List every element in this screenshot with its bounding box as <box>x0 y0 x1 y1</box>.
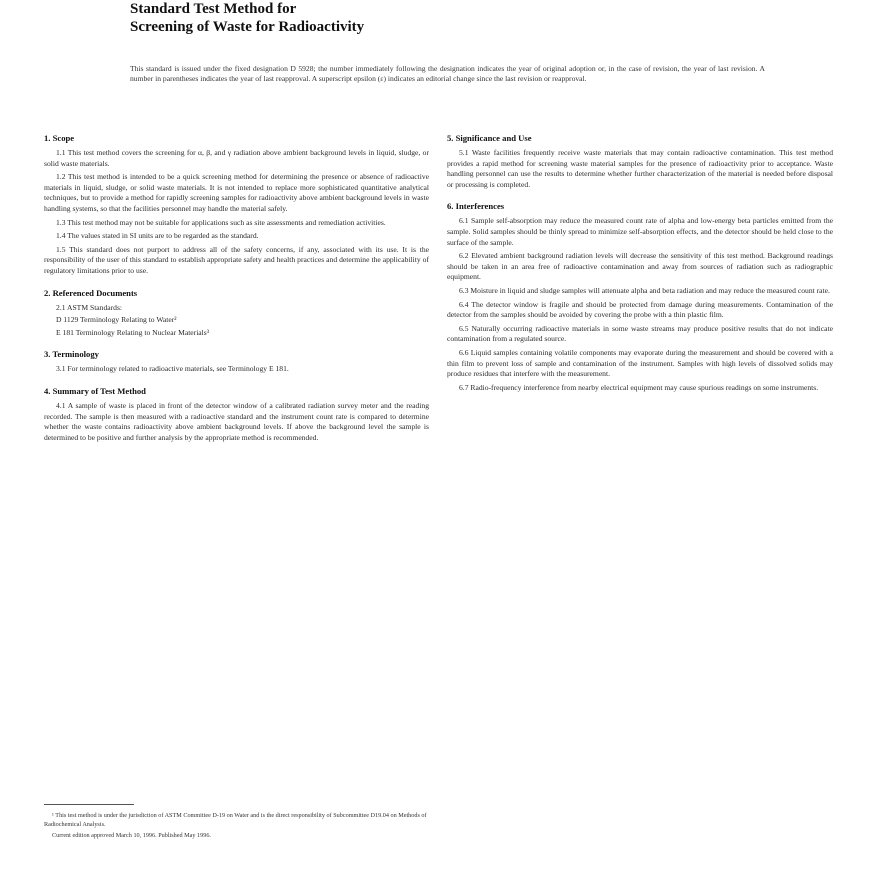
title-line-1: Standard Test Method for <box>130 1 297 17</box>
reference-item: E 181 Terminology Relating to Nuclear Materials³ <box>56 327 210 337</box>
section-heading: 3. Terminology <box>44 349 99 360</box>
section-significance <box>447 132 833 190</box>
paragraph: 3.1 For terminology related to radioactive materials, see Terminology E 181. <box>56 364 289 374</box>
designation-note: This standard is issued under the fixed designation D 5928; the number immediately following the designation indicates the year of original adoption or, in the case of revision, the year of last revision. A number in parentheses indicates the year of last reapproval. A superscript epsilon (ε) indicates an editorial change since the last revision or reapproval. <box>130 64 765 84</box>
reference-item: D 1129 Terminology Relating to Water² <box>56 315 177 325</box>
title-line-2: Screening of Waste for Radioactivity <box>130 19 365 35</box>
right-column <box>447 132 833 403</box>
section-summary <box>44 385 429 443</box>
paragraph: 6.6 Liquid samples containing volatile components may evaporate during the measurement and should be covered with a thin film to prevent loss of sample and contamination of the instrument. Samples with high levels of dissolved solids may produce residues that interfere with the measurement. <box>447 347 833 379</box>
section-heading: 5. Significance and Use <box>447 133 532 143</box>
footnote-divider <box>44 804 134 805</box>
paragraph: 1.4 The values stated in SI units are to be regarded as the standard. <box>56 231 259 241</box>
paragraph: 6.1 Sample self-absorption may reduce the measured count rate of alpha and low-energy beta particles emitted from the sample. Solid samples should be thinly spread to minimize self-absorption effects, and the detector should be held close to the surface of the sample. <box>447 216 833 247</box>
paragraph: 6.7 Radio-frequency interference from nearby electrical equipment may cause spurious readings on some instruments. <box>459 382 819 392</box>
left-column <box>44 132 429 453</box>
paragraph: 1.3 This test method may not be suitable for applications such as site assessments and remediation activities. <box>56 217 386 227</box>
paragraph: 1.2 This test method is intended to be a quick screening method for determining the presence or absence of radioactive materials in liquid, sludge, or solid waste materials. It is not intended to replace more sophisticated quantitative analytical techniques, but to provide a method for rapidly screening samples for radioactivity above ambient background levels in waste handling systems, so that the facilities personnel may handle the material safely. <box>44 172 429 213</box>
footnotes <box>44 812 429 844</box>
paragraph: 1.5 This standard does not purport to address all of the safety concerns, if any, associated with its use. It is the responsibility of the user of this standard to establish appropriate safety and health practices and determine the applicability of regulatory limitations prior to use. <box>44 244 429 275</box>
section-heading: 6. Interferences <box>447 201 505 212</box>
paragraph: 6.4 The detector window is fragile and should be protected from damage during measurements. Contamination of the detector from the samples should be avoided by covering the probe with a thin plastic film. <box>447 299 833 320</box>
paragraph: 4.1 A sample of waste is placed in front of the detector window of a calibrated radiation survey meter and the reading recorded. The sample is then measured with a radioactive standard and the instrument count rate is compared to determine whether the waste contains radioactivity above ambient background levels. If above the background level the sample is determined to be positive and further analysis by the appropriate method is recommended. <box>44 400 429 442</box>
section-scope <box>44 132 429 277</box>
section-heading: 4. Summary of Test Method <box>44 385 146 396</box>
document-title <box>130 0 770 36</box>
section-referenced-documents <box>44 287 429 339</box>
section-heading: 1. Scope <box>44 133 75 143</box>
reference-item: 2.1 ASTM Standards: <box>56 302 123 312</box>
section-heading: 2. Referenced Documents <box>44 287 138 298</box>
footnote: ¹ This test method is under the jurisdiction of ASTM Committee D-19 on Water and is the direct responsibility of Subcommittee D19.04 on Methods of Radiochemical Analysis. <box>44 812 427 828</box>
paragraph: 6.3 Moisture in liquid and sludge samples will attenuate alpha and beta radiation and may reduce the measured count rate. <box>459 285 830 295</box>
paragraph: 6.5 Naturally occurring radioactive materials in some waste streams may produce positive results that do not indicate contamination from a regulated source. <box>447 323 833 344</box>
paragraph: 5.1 Waste facilities frequently receive waste materials that may contain radioactive contamination. This test method provides a rapid method for screening waste material samples for the presence of radioactivity prior to acceptance. Waste handling personnel can use the results to determine whether further characterization of the material is needed before disposal or processing is completed. <box>447 148 833 189</box>
section-terminology <box>44 348 429 375</box>
footnote: Current edition approved March 10, 1996. Published May 1996. <box>52 832 211 840</box>
paragraph: 1.1 This test method covers the screening for α, β, and γ radiation above ambient background levels in liquid, sludge, or solid waste materials. <box>44 148 429 168</box>
section-interferences <box>447 200 833 393</box>
paragraph: 6.2 Elevated ambient background radiation levels will decrease the sensitivity of this test method. Background readings should be taken in an area free of radioactive contamination and away from sources of radiation such as radiographic equipment. <box>447 251 833 282</box>
